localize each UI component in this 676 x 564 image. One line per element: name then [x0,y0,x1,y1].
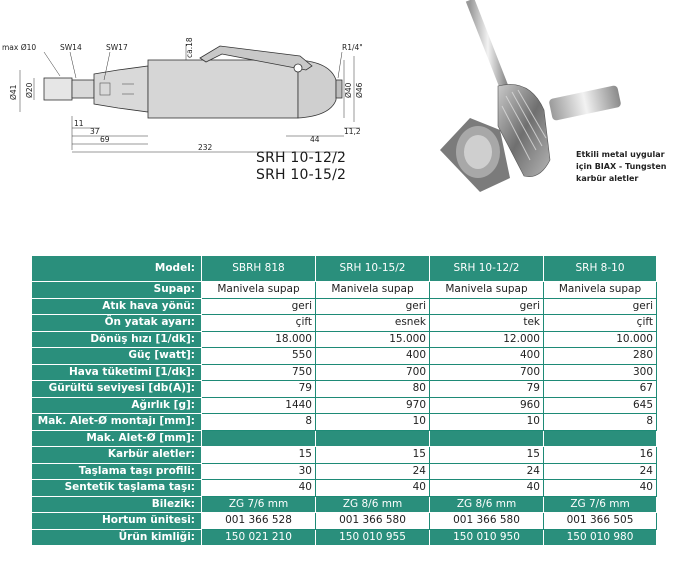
table-cell: 24 [544,463,657,480]
dim-ca18: ca.18 [185,37,194,58]
row-label: Ön yatak ayarı: [32,315,202,332]
table-cell: 16 [544,447,657,464]
table-cell: 001 366 528 [202,513,316,530]
dim-d20: Ø20 [25,82,34,98]
model-col-1: SBRH 818 [202,256,316,282]
model-header-label: Model: [32,256,202,282]
dim-69: 69 [100,135,110,144]
table-row [32,496,657,513]
table-cell: 8 [544,414,657,431]
table-cell: çift [544,315,657,332]
table-cell: Manivela supap [544,282,657,299]
table-cell: 150 021 210 [202,529,316,546]
table-cell: 67 [544,381,657,398]
table-cell: ZG 7/6 mm [544,496,657,513]
table-cell: 10.000 [544,331,657,348]
technical-drawing [0,0,440,200]
table-cell: 30 [202,463,316,480]
table-row [32,513,657,530]
dim-11: 11 [74,119,84,128]
row-label: Mak. Alet-Ø [mm]: [32,430,202,447]
table-cell: 24 [430,463,544,480]
table-cell: 40 [430,480,544,497]
table-cell: 150 010 980 [544,529,657,546]
table-cell: 10 [430,414,544,431]
row-label: Ağırlık [g]: [32,397,202,414]
table-cell: geri [544,298,657,315]
table-cell: 15 [316,447,430,464]
row-label: Karbür aletler: [32,447,202,464]
table-cell: 18.000 [202,331,316,348]
carbide-burr-photo [440,0,676,210]
table-cell: geri [202,298,316,315]
row-label: Gürültü seviyesi [db(A)]: [32,381,202,398]
table-cell: 40 [202,480,316,497]
model-title-line1: SRH 10-12/2 [256,150,347,166]
table-cell: 645 [544,397,657,414]
row-label: Taşlama taşı profili: [32,463,202,480]
table-row [32,529,657,546]
dim-d46: Ø46 [355,82,364,98]
table-cell: 40 [316,480,430,497]
table-row [32,447,657,464]
caption-line1: Etkili metal uygular [576,150,665,159]
table-cell: 150 010 955 [316,529,430,546]
table-cell: ZG 7/6 mm [202,496,316,513]
model-col-3: SRH 10-12/2 [430,256,544,282]
table-cell: 10 [316,414,430,431]
table-row [32,480,657,497]
table-cell: 80 [316,381,430,398]
model-col-2: SRH 10-15/2 [316,256,430,282]
table-row [32,315,657,332]
table-header-row [32,256,657,282]
table-cell: 960 [430,397,544,414]
table-cell: Manivela supap [430,282,544,299]
table-cell: 8 [202,414,316,431]
table-cell: 750 [202,364,316,381]
table-cell: tek [430,315,544,332]
table-cell: 001 366 580 [316,513,430,530]
table-cell: 24 [316,463,430,480]
row-label: Güç [watt]: [32,348,202,365]
table-cell: 300 [544,364,657,381]
row-label: Ürün kimliği: [32,529,202,546]
dim-44: 44 [310,135,320,144]
table-cell: 700 [430,364,544,381]
table-cell: 970 [316,397,430,414]
table-row [32,463,657,480]
table-cell: ZG 8/6 mm [316,496,430,513]
table-cell: 001 366 505 [544,513,657,530]
table-row [32,348,657,365]
dim-max-d10: max Ø10 [2,43,37,52]
table-cell [430,430,544,447]
row-label: Hava tüketimi [1/dk]: [32,364,202,381]
table-cell: Manivela supap [316,282,430,299]
spec-table [31,255,657,546]
table-cell: 79 [430,381,544,398]
table-cell: 15.000 [316,331,430,348]
table-cell: geri [316,298,430,315]
table-cell [316,430,430,447]
table-cell: 700 [316,364,430,381]
table-cell: 40 [544,480,657,497]
table-cell: 15 [202,447,316,464]
table-row [32,331,657,348]
row-label: Mak. Alet-Ø montajı [mm]: [32,414,202,431]
row-label: Supap: [32,282,202,299]
table-cell [202,430,316,447]
table-cell: 400 [430,348,544,365]
row-label: Sentetik taşlama taşı: [32,480,202,497]
table-cell: Manivela supap [202,282,316,299]
table-row [32,430,657,447]
row-label: Bilezik: [32,496,202,513]
table-cell: esnek [316,315,430,332]
table-row [32,298,657,315]
table-row [32,364,657,381]
model-title-line2: SRH 10-15/2 [256,167,347,183]
dim-37: 37 [90,127,100,136]
dim-11-2: 11,2 [344,127,361,136]
table-cell: 550 [202,348,316,365]
caption-line3: karbür aletler [576,174,639,183]
dim-sw14: SW14 [60,43,82,52]
table-cell: ZG 8/6 mm [430,496,544,513]
table-cell [544,430,657,447]
dim-r14: R1/4" [342,43,363,52]
row-label: Hortum ünitesi: [32,513,202,530]
caption-line2: için BIAX - Tungsten [576,162,667,171]
model-col-4: SRH 8-10 [544,256,657,282]
table-cell: 280 [544,348,657,365]
table-row [32,381,657,398]
table-cell: 001 366 580 [430,513,544,530]
table-cell: geri [430,298,544,315]
table-cell: 1440 [202,397,316,414]
table-row [32,414,657,431]
table-row [32,397,657,414]
table-cell: 79 [202,381,316,398]
table-cell: 150 010 950 [430,529,544,546]
dim-sw17: SW17 [106,43,128,52]
row-label: Atık hava yönü: [32,298,202,315]
table-row [32,282,657,299]
row-label: Dönüş hızı [1/dk]: [32,331,202,348]
dim-232: 232 [198,143,213,152]
table-cell: çift [202,315,316,332]
table-cell: 400 [316,348,430,365]
table-cell: 15 [430,447,544,464]
dim-d40: Ø40 [344,82,353,98]
table-cell: 12.000 [430,331,544,348]
dim-d41: Ø41 [9,84,18,100]
